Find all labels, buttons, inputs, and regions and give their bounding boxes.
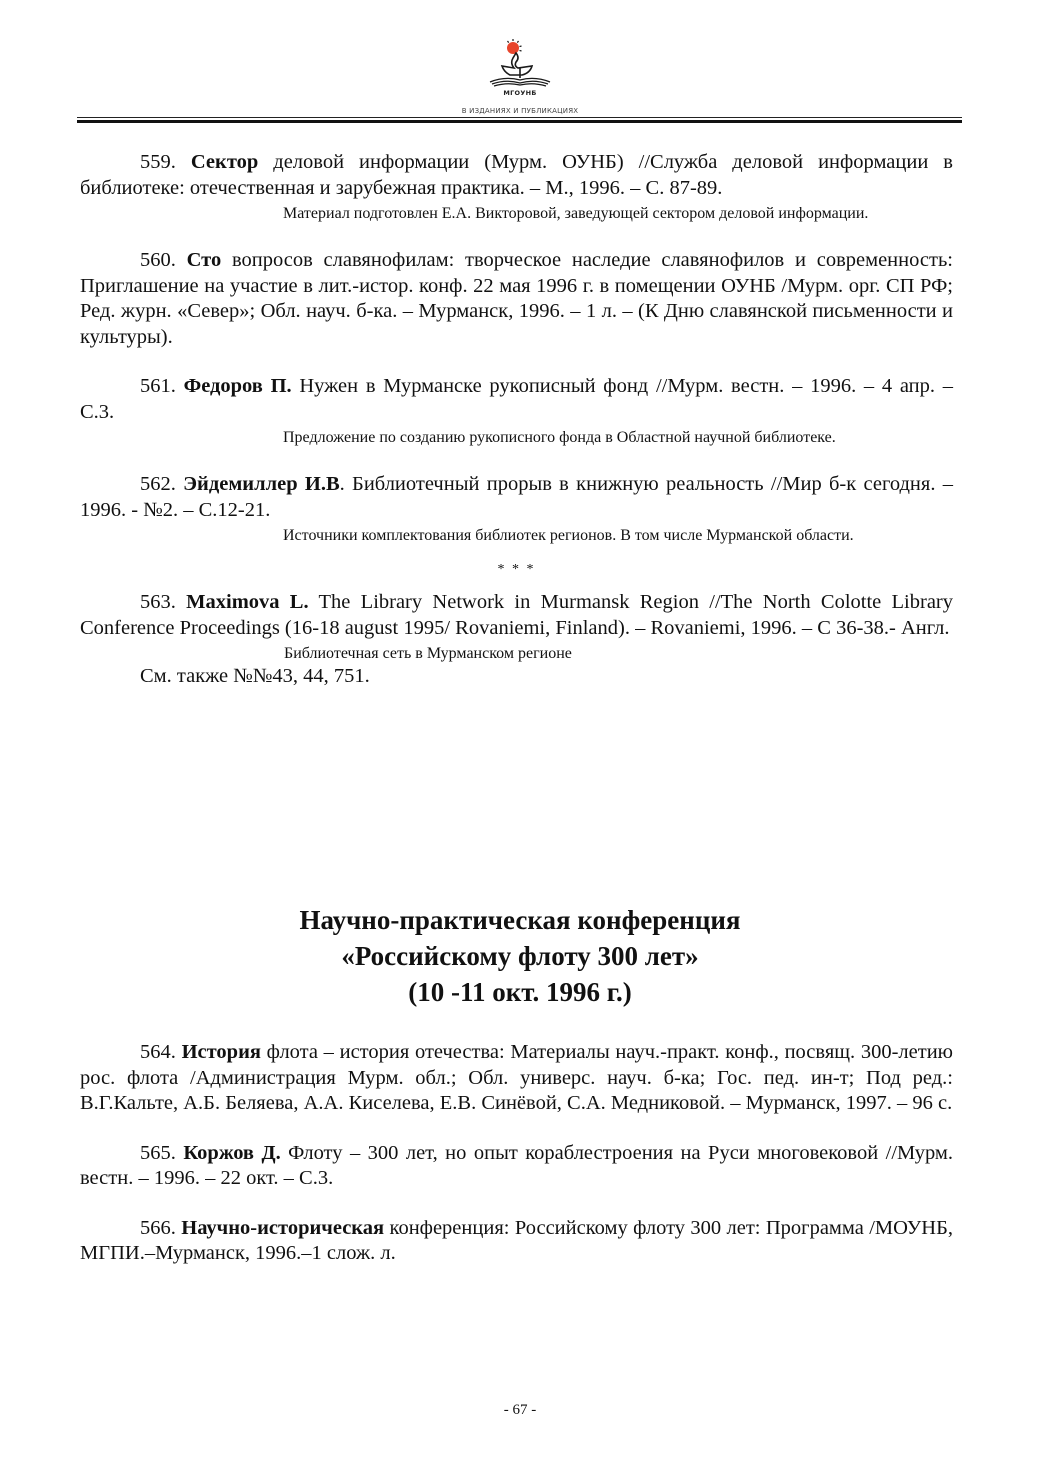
section-title-line: «Российскому флоту 300 лет» — [341, 941, 699, 971]
entry-563 — [80, 590, 953, 641]
sun-icon — [507, 39, 522, 54]
entry-number: 562. — [140, 473, 176, 495]
header-rule-thick — [77, 120, 962, 123]
entry-560 — [80, 248, 953, 350]
entry-text: вопросов славянофилам: творческое наследие славянофилов и современность: Приглашение на участие в лит.-истор. конф. 22 мая 1996 г. в помещении ОУНБ /Мурм. орг. СП РФ; Ред. журн. «Север»; Обл. науч. б-ка. – Мурманск, 1996. – 1 л. – (К Дню славянской письменности и культуры). — [80, 249, 953, 348]
entry-heading: Maximova L. — [186, 591, 309, 613]
header-rule-thin — [77, 117, 962, 118]
library-logo-icon — [480, 38, 560, 88]
entry-text: конференция: Российскому флоту 300 лет: Программа /МОУНБ, МГПИ.–Мурманск, 1996.–1 слож. л. — [80, 1216, 954, 1264]
bird-icon — [502, 53, 532, 75]
section-title-line: Научно-практическая конференция — [299, 905, 741, 935]
see-also: См. также №№43, 44, 751. — [140, 665, 370, 687]
section-bibliography-list — [80, 1040, 953, 1267]
entry-number: 564. — [140, 1041, 176, 1063]
logo-text: МГОУНБ — [503, 89, 537, 97]
entry-561 — [80, 374, 953, 425]
entry-note: Библиотечная сеть в Мурманском регионе — [284, 645, 572, 662]
entry-text: The Library Network in Murmansk Region //The North Colotte Library Conference Proceedings (16-18 august 1995/ Rovaniemi, Finland). – Rovaniemi, 1996. – С 36-38.- Англ. — [80, 591, 954, 639]
entry-text: . Библиотечный прорыв в книжную реальность //Мир б-к сегодня. – 1996. - №2. – С.12-21. — [80, 473, 953, 521]
entry-565 — [80, 1141, 953, 1192]
entry-566 — [80, 1216, 953, 1267]
entry-text: Флоту – 300 лет, но опыт кораблестроения на Руси многовековой //Мурм. вестн. – 1996. – 22 окт. – С.3. — [80, 1141, 954, 1189]
entry-heading: Эйдемиллер И.В — [183, 473, 340, 495]
header-subtitle: В ИЗДАНИЯХ И ПУБЛИКАЦИЯХ — [461, 107, 579, 115]
entry-heading: Федоров П. — [183, 375, 292, 397]
section-title-line: (10 -11 окт. 1996 г.) — [408, 977, 632, 1007]
section-title — [0, 902, 1040, 1010]
entry-number: 560. — [140, 249, 176, 271]
entry-heading: Коржов Д. — [183, 1141, 281, 1164]
entry-564 — [80, 1040, 953, 1117]
entry-number: 565. — [140, 1141, 176, 1164]
bibliography-list — [80, 150, 953, 690]
entry-number: 559. — [140, 151, 176, 173]
entry-text: флота – история отечества: Материалы науч.-практ. конф., посвящ. 300-летию рос. флота /Администрация Мурм. обл.; Обл. универс. науч. б-ка; Гос. пед. ин-т; Под ред.: В.Г.Кальте, А.Б. Беляева, А.А. Киселева, Е.В. Синёвой, С.А. Медниковой. – Мурманск, 1997. – 96 с. — [80, 1041, 953, 1114]
entry-559 — [80, 150, 953, 201]
entry-note: Источники комплектования библиотек регионов. В том числе Мурманской области. — [283, 527, 854, 544]
entry-text: деловой информации (Мурм. ОУНБ) //Служба деловой информации в библиотеке: отечественная и зарубежная практика. – М., 1996. – С. 87-89. — [80, 151, 953, 199]
page-header — [0, 0, 1040, 130]
page-number: - 67 - — [503, 1402, 537, 1418]
entry-562 — [80, 472, 953, 523]
entry-number: 561. — [140, 375, 176, 397]
entry-heading: История — [181, 1041, 261, 1063]
entry-heading: Научно-историческая — [181, 1216, 385, 1239]
entry-heading: Сектор — [190, 151, 259, 173]
entry-text: Нужен в Мурманске рукописный фонд //Мурм. вестн. – 1996. – 4 апр. – С.3. — [80, 375, 953, 423]
open-book-icon — [490, 78, 550, 86]
entry-number: 563. — [140, 591, 176, 613]
entry-note: Предложение по созданию рукописного фонда в Областной научной библиотеке. — [283, 429, 836, 446]
section-separator: * * * — [497, 562, 536, 577]
entry-heading: Сто — [186, 249, 222, 271]
entry-number: 566. — [140, 1216, 176, 1239]
entry-note: Материал подготовлен Е.А. Викторовой, заведующей сектором деловой информации. — [283, 205, 869, 222]
